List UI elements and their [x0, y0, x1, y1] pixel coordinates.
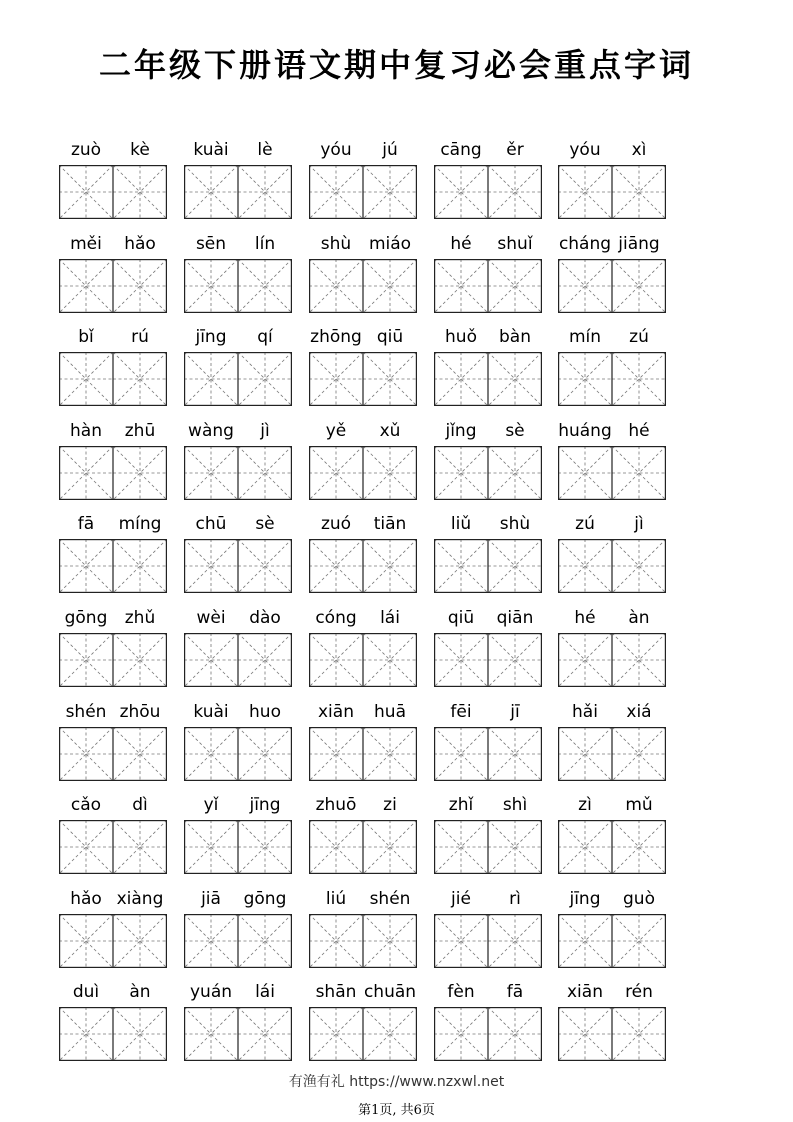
- word-cell: [434, 979, 542, 1069]
- word-cell: [184, 792, 292, 882]
- writing-box[interactable]: [558, 1007, 666, 1061]
- pinyin-label: cháng: [558, 233, 612, 254]
- pinyin-label: mín: [568, 327, 602, 348]
- pinyin-label: yóu: [320, 140, 352, 160]
- pinyin-label: huǒ: [445, 327, 477, 348]
- writing-box[interactable]: [59, 259, 167, 313]
- writing-box[interactable]: [434, 539, 542, 593]
- writing-box[interactable]: [309, 727, 417, 781]
- pinyin-label: jì: [260, 420, 270, 441]
- writing-box[interactable]: [434, 727, 542, 781]
- word-cell: [184, 418, 292, 508]
- pinyin-label: mǔ: [625, 795, 653, 816]
- word-cell: [309, 231, 417, 321]
- writing-box[interactable]: [558, 259, 666, 313]
- pinyin-label: zhǔ: [124, 608, 156, 628]
- pinyin-label: zhū: [124, 420, 156, 441]
- pinyin-label: zú: [575, 514, 595, 535]
- pinyin-label: hé: [628, 420, 650, 441]
- pinyin-label: duì: [72, 982, 100, 1003]
- word-cell: [59, 511, 167, 601]
- writing-box[interactable]: [184, 446, 292, 500]
- writing-box[interactable]: [558, 820, 666, 874]
- pinyin-label: sè: [255, 514, 275, 535]
- writing-box[interactable]: [558, 446, 666, 500]
- pinyin-label: jǐng: [445, 420, 477, 441]
- pinyin-label: xiá: [626, 701, 652, 722]
- pinyin-label: jiā: [201, 888, 221, 909]
- writing-box[interactable]: [59, 539, 167, 593]
- pinyin-label: miáo: [368, 233, 412, 254]
- pinyin-label: liú: [325, 888, 347, 909]
- pinyin-label: liǔ: [450, 514, 472, 535]
- writing-box[interactable]: [309, 820, 417, 874]
- pinyin-label: cóng: [315, 608, 357, 628]
- word-cell: [309, 605, 417, 695]
- pinyin-label: hǎo: [124, 233, 156, 254]
- pinyin-label: hǎi: [572, 701, 598, 722]
- word-cell: [59, 886, 167, 976]
- writing-box[interactable]: [184, 539, 292, 593]
- pinyin-label: míng: [118, 514, 162, 535]
- pinyin-label: dì: [132, 795, 148, 816]
- pinyin-label: zhōu: [119, 701, 161, 722]
- pinyin-label: wèi: [196, 608, 226, 628]
- pinyin-label: xǔ: [379, 420, 401, 441]
- pinyin-label: sè: [505, 420, 525, 441]
- pinyin-label: yǐ: [203, 795, 219, 816]
- pinyin-label: qiān: [496, 608, 534, 628]
- word-cell: [309, 886, 417, 976]
- word-cell: [59, 979, 167, 1069]
- pinyin-label: kuài: [193, 701, 229, 722]
- page-title: 二年级下册语文期中复习必会重点字词: [98, 46, 694, 84]
- word-cell: [434, 324, 542, 414]
- word-cell: [309, 137, 417, 227]
- writing-box[interactable]: [184, 165, 292, 219]
- writing-box[interactable]: [184, 259, 292, 313]
- word-cell: [59, 231, 167, 321]
- word-cell: [309, 324, 417, 414]
- pinyin-label: zú: [629, 327, 649, 348]
- word-cell: [309, 418, 417, 508]
- pinyin-label: jīng: [195, 327, 227, 348]
- pinyin-label: hé: [574, 608, 596, 628]
- pinyin-label: cāng: [440, 140, 482, 160]
- word-cell: [558, 792, 666, 882]
- pinyin-label: guò: [623, 888, 655, 909]
- pinyin-label: zhōng: [310, 327, 362, 348]
- pinyin-label: měi: [70, 233, 102, 254]
- word-cell: [434, 605, 542, 695]
- pinyin-label: bàn: [499, 327, 531, 348]
- word-cell: [184, 979, 292, 1069]
- pinyin-label: lái: [380, 608, 400, 628]
- word-cell: [59, 324, 167, 414]
- writing-box[interactable]: [558, 633, 666, 687]
- writing-box[interactable]: [434, 820, 542, 874]
- writing-box[interactable]: [558, 727, 666, 781]
- writing-box[interactable]: [184, 820, 292, 874]
- pinyin-label: lái: [255, 982, 275, 1003]
- pinyin-label: gōng: [64, 608, 108, 628]
- writing-box[interactable]: [434, 633, 542, 687]
- word-cell: [558, 137, 666, 227]
- pinyin-label: shén: [369, 888, 411, 909]
- writing-box[interactable]: [59, 727, 167, 781]
- pinyin-label: zhǐ: [448, 795, 474, 816]
- word-cell: [59, 792, 167, 882]
- page-number: 第1页, 共6页: [358, 1103, 435, 1118]
- pinyin-label: shì: [502, 795, 528, 816]
- pinyin-label: yóu: [569, 140, 601, 160]
- pinyin-label: jīng: [569, 888, 601, 909]
- writing-box[interactable]: [184, 1007, 292, 1061]
- writing-box[interactable]: [59, 633, 167, 687]
- pinyin-label: lè: [257, 140, 273, 160]
- pinyin-label: zuò: [70, 140, 102, 160]
- writing-box[interactable]: [309, 259, 417, 313]
- word-cell: [558, 324, 666, 414]
- writing-box[interactable]: [434, 1007, 542, 1061]
- pinyin-label: huā: [374, 701, 406, 722]
- word-cell: [184, 605, 292, 695]
- writing-box[interactable]: [59, 352, 167, 406]
- word-cell: [59, 137, 167, 227]
- pinyin-label: hé: [450, 233, 472, 254]
- pinyin-label: fā: [77, 514, 95, 535]
- pinyin-label: chuān: [363, 982, 417, 1003]
- word-cell: [434, 137, 542, 227]
- word-cell: [184, 231, 292, 321]
- word-cell: [558, 886, 666, 976]
- pinyin-label: zhuō: [315, 795, 357, 816]
- pinyin-label: bǐ: [78, 327, 94, 348]
- writing-box[interactable]: [184, 633, 292, 687]
- pinyin-label: jié: [451, 888, 471, 909]
- word-cell: [558, 699, 666, 789]
- word-cell: [434, 418, 542, 508]
- writing-box[interactable]: [309, 1007, 417, 1061]
- writing-box[interactable]: [59, 446, 167, 500]
- pinyin-label: rén: [625, 982, 653, 1003]
- pinyin-label: huo: [249, 701, 281, 722]
- pinyin-label: jiāng: [618, 233, 660, 254]
- writing-box[interactable]: [434, 165, 542, 219]
- word-cell: [59, 605, 167, 695]
- pinyin-label: fèn: [447, 982, 475, 1003]
- pinyin-label: qiū: [447, 608, 475, 628]
- pinyin-label: wàng: [188, 420, 234, 441]
- writing-box[interactable]: [59, 914, 167, 968]
- pinyin-label: gōng: [243, 888, 287, 909]
- word-cell: [558, 418, 666, 508]
- word-cell: [184, 324, 292, 414]
- pinyin-label: shén: [65, 701, 107, 722]
- pinyin-label: lín: [254, 233, 276, 254]
- word-cell: [558, 511, 666, 601]
- word-cell: [59, 418, 167, 508]
- word-cell: [309, 699, 417, 789]
- pinyin-label: yuán: [189, 982, 233, 1003]
- pinyin-label: huáng: [558, 420, 612, 441]
- pinyin-label: qí: [257, 327, 273, 348]
- pinyin-label: cǎo: [70, 795, 102, 816]
- pinyin-label: tiān: [373, 514, 407, 535]
- writing-box[interactable]: [184, 352, 292, 406]
- pinyin-label: shuǐ: [497, 233, 533, 254]
- writing-box[interactable]: [434, 352, 542, 406]
- word-cell: [309, 979, 417, 1069]
- word-cell: [184, 886, 292, 976]
- word-cell: [434, 699, 542, 789]
- word-cell: [434, 511, 542, 601]
- pinyin-label: àn: [129, 982, 151, 1003]
- word-cell: [434, 886, 542, 976]
- writing-box[interactable]: [558, 165, 666, 219]
- writing-box[interactable]: [184, 727, 292, 781]
- pinyin-label: hàn: [70, 420, 102, 441]
- writing-box[interactable]: [59, 165, 167, 219]
- writing-box[interactable]: [309, 165, 417, 219]
- pinyin-label: jī: [510, 701, 520, 722]
- writing-box[interactable]: [309, 914, 417, 968]
- pinyin-label: ěr: [506, 140, 524, 160]
- word-cell: [309, 511, 417, 601]
- pinyin-label: chū: [195, 514, 227, 535]
- word-cell: [184, 137, 292, 227]
- pinyin-label: hǎo: [70, 888, 102, 909]
- pinyin-label: xiàng: [116, 888, 164, 909]
- writing-box[interactable]: [558, 352, 666, 406]
- pinyin-label: qiū: [376, 327, 404, 348]
- pinyin-label: dào: [249, 608, 281, 628]
- word-cell: [558, 231, 666, 321]
- word-cell: [558, 605, 666, 695]
- pinyin-label: shù: [499, 514, 531, 535]
- pinyin-label: kuài: [193, 140, 229, 160]
- pinyin-label: àn: [628, 608, 650, 628]
- pinyin-label: jú: [382, 140, 398, 160]
- pinyin-label: shān: [315, 982, 357, 1003]
- word-cell: [434, 792, 542, 882]
- word-cell: [59, 699, 167, 789]
- pinyin-label: fēi: [450, 701, 472, 722]
- pinyin-label: rú: [131, 327, 149, 348]
- writing-box[interactable]: [558, 914, 666, 968]
- word-cell: [184, 511, 292, 601]
- pinyin-label: xiān: [567, 982, 603, 1003]
- word-cell: [309, 792, 417, 882]
- pinyin-label: jì: [634, 514, 644, 535]
- pinyin-label: xì: [631, 140, 647, 160]
- writing-box[interactable]: [184, 914, 292, 968]
- pinyin-label: shù: [320, 233, 352, 254]
- writing-box[interactable]: [309, 446, 417, 500]
- pinyin-label: xiān: [318, 701, 354, 722]
- writing-box[interactable]: [434, 914, 542, 968]
- pinyin-label: rì: [509, 888, 521, 909]
- writing-box[interactable]: [309, 539, 417, 593]
- pinyin-label: yě: [325, 420, 347, 441]
- pinyin-label: fā: [506, 982, 524, 1003]
- writing-box[interactable]: [434, 446, 542, 500]
- writing-box[interactable]: [434, 259, 542, 313]
- word-cell: [184, 699, 292, 789]
- pinyin-label: zì: [578, 795, 592, 816]
- writing-box[interactable]: [59, 820, 167, 874]
- pinyin-label: jīng: [249, 795, 281, 816]
- pinyin-label: sēn: [195, 233, 227, 254]
- writing-box[interactable]: [309, 633, 417, 687]
- pinyin-label: kè: [130, 140, 150, 160]
- writing-box[interactable]: [558, 539, 666, 593]
- word-cell: [558, 979, 666, 1069]
- writing-box[interactable]: [59, 1007, 167, 1061]
- footer-watermark: 有渔有礼 https://www.nzxwl.net: [288, 1074, 505, 1090]
- pinyin-label: zi: [383, 795, 397, 816]
- pinyin-label: zuó: [320, 514, 352, 535]
- writing-box[interactable]: [309, 352, 417, 406]
- word-cell: [434, 231, 542, 321]
